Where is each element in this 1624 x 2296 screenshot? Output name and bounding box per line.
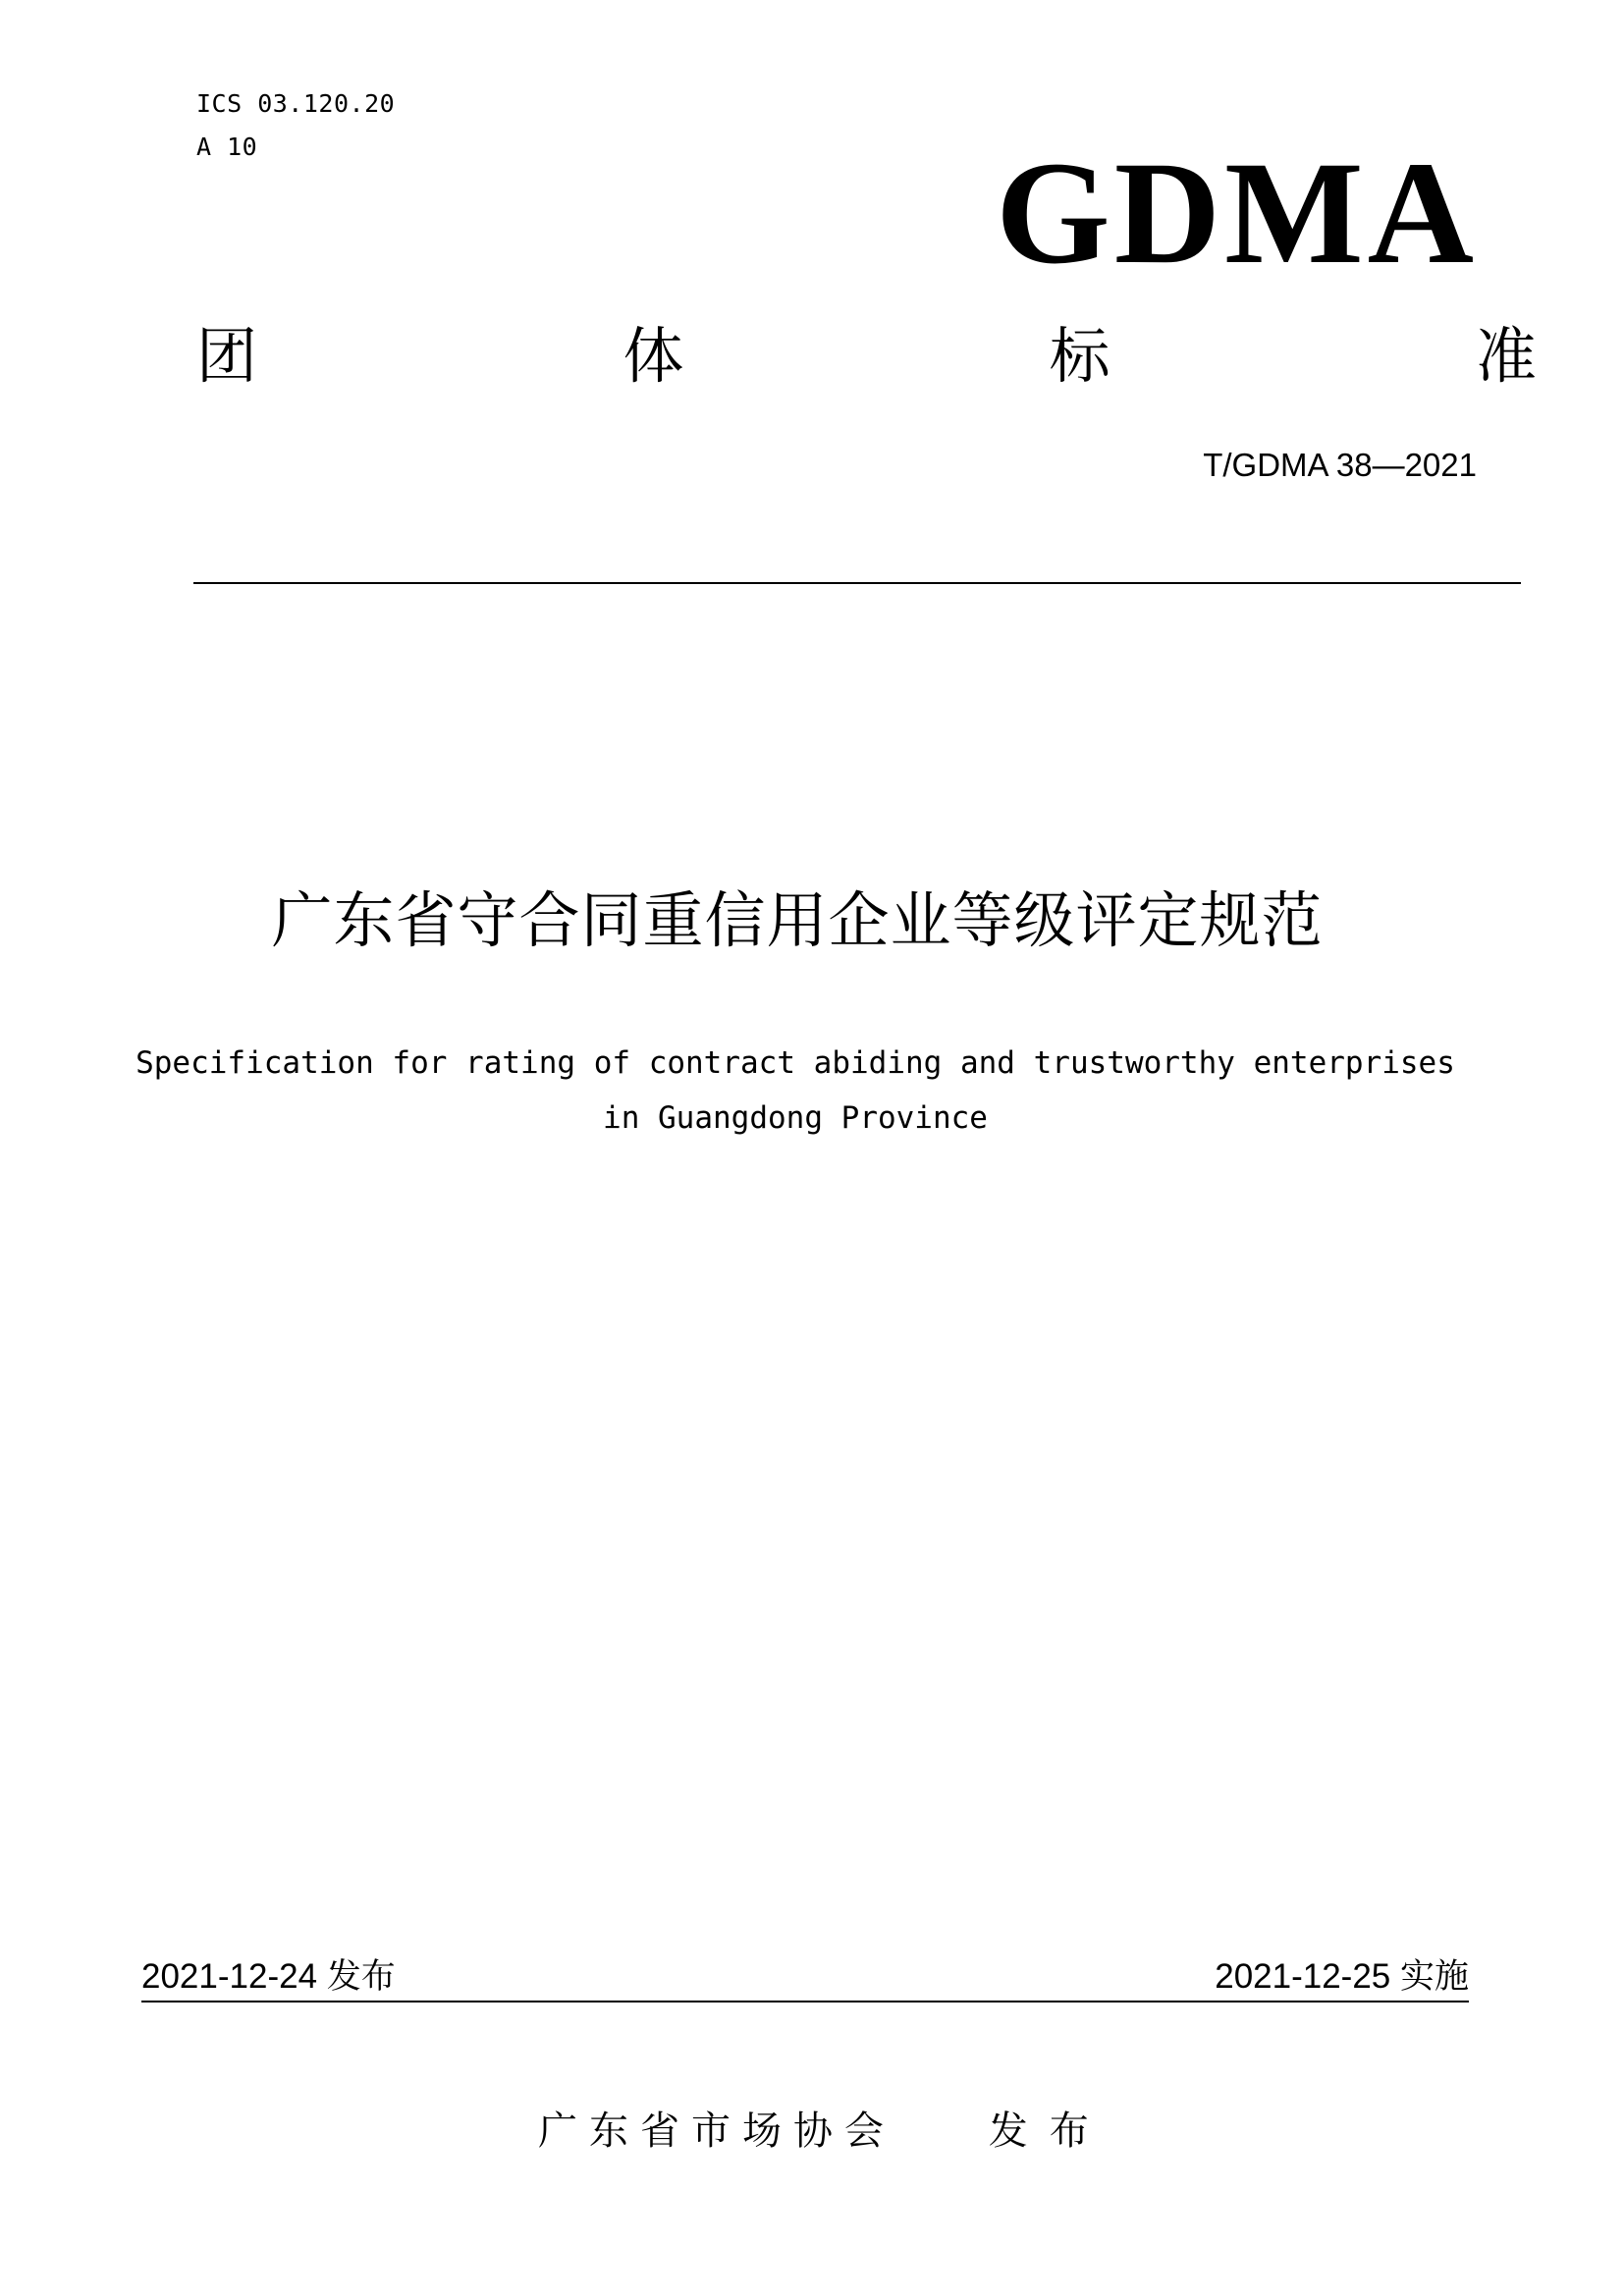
dates-row [141, 1953, 1469, 2001]
standard-type-heading [196, 312, 1537, 400]
title-english-line-2: in Guangdong Province [603, 1100, 988, 1136]
publisher-line [538, 2104, 1110, 2159]
ccs-code: A 10 [196, 133, 258, 161]
publisher-action: 发布 [988, 2109, 1110, 2154]
header-divider [193, 582, 1521, 584]
standard-type-char: 标 [1049, 320, 1110, 392]
gdma-logo: GDMA [996, 132, 1478, 294]
title-english-line-1: Specification for rating of contract abiding and trustworthy enterprises [135, 1045, 1455, 1081]
standard-number: T/GDMA 38—2021 [1203, 447, 1477, 483]
standard-type-char: 准 [1475, 320, 1537, 392]
title-english [98, 1036, 1492, 1146]
footer-divider [141, 2001, 1469, 2002]
classification-codes [196, 82, 395, 169]
title-chinese: 广东省守合同重信用企业等级评定规范 [271, 884, 1324, 956]
publish-date: 2021-12-24 发布 [141, 1957, 396, 1996]
standard-type-char: 团 [196, 320, 258, 392]
standard-type-char: 体 [623, 320, 684, 392]
publisher-name: 广东省市场协会 [538, 2109, 895, 2154]
effective-date: 2021-12-25 实施 [1215, 1957, 1469, 1996]
ics-code: ICS 03.120.20 [196, 89, 396, 118]
